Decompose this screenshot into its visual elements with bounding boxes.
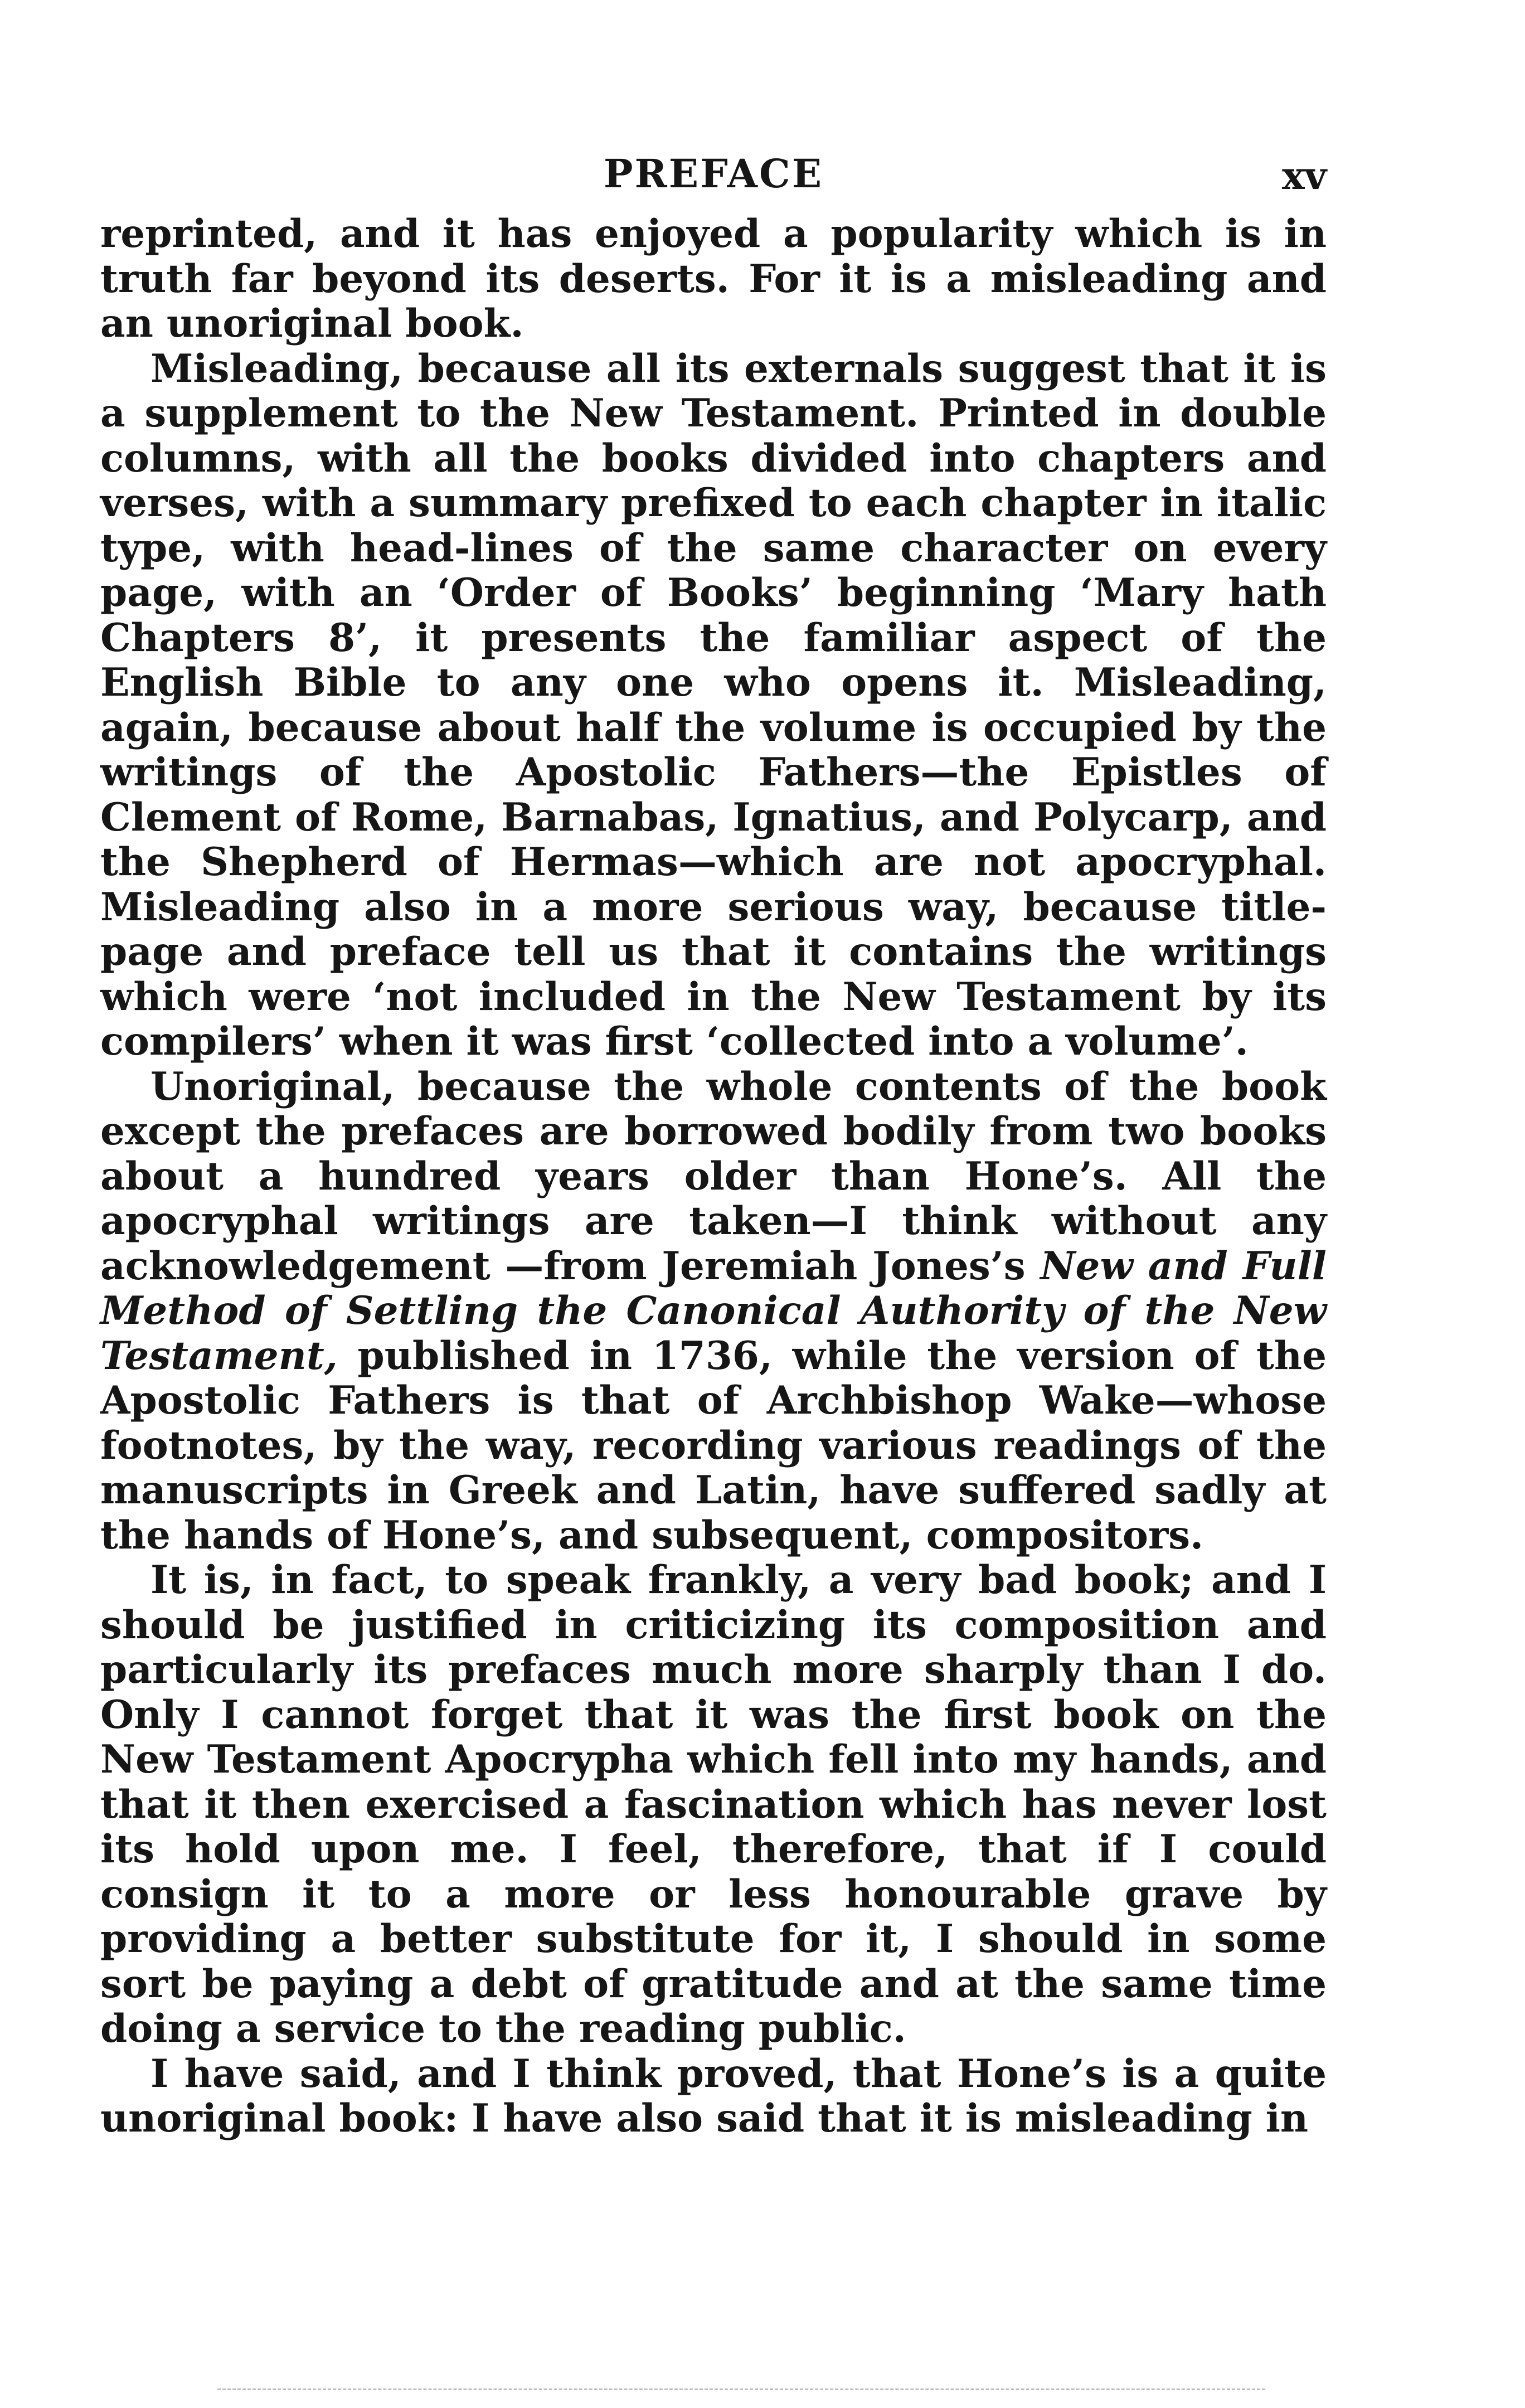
body-text	[100, 212, 1327, 2142]
italic-book-title: New and Full Method of Settling the Canonical Authority of the New Testament,	[100, 1243, 1327, 1378]
running-head	[100, 151, 1327, 212]
paragraph-misleading: Misleading, because all its externals suggest that it is a supplement to the New Testament. Printed in double columns, with all the books divided into chapters and verses, with a summary prefixed to each chapter in italic type, with head-lines of the same character on every page, with an ‘Order of Books’ beginning ‘Mary hath Chapters 8’, it presents the familiar aspect of the English Bible to any one who opens it. Misleading, again, because about half the volume is occupied by the writings of the Apostolic Fathers—the Epistles of Clement of Rome, Barnabas, Ignatius, and Polycarp, and the Shepherd of Hermas—which are not apocryphal. Misleading also in a more serious way, because title-page and preface tell us that it contains the writings which were ‘not included in the New Testament by its compilers’ when it was first ‘collected into a volume’.	[100, 346, 1327, 1064]
paragraph-unoriginal-text-start: Unoriginal, because the whole contents of the book except the prefaces are borrowed bodily from two books about a hundred years older than Hone’s. All the apocryphal writings are taken—I think without any acknowledgement —from Jeremiah Jones’s	[100, 1064, 1327, 1289]
paragraph-unoriginal-text-end: published in 1736, while the version of the Apostolic Fathers is that of Archbishop Wake—whose footnotes, by the way, recording various readings of the manuscripts in Greek and Latin, have suffered sadly at the hands of Hone’s, and subsequent, compositors.	[100, 1333, 1327, 1558]
page-title: PREFACE	[603, 151, 824, 197]
book-page	[100, 151, 1327, 2185]
paragraph-unoriginal	[100, 1065, 1327, 1559]
paragraph-bad-book: It is, in fact, to speak frankly, a very bad book; and I should be justified in criticizing its composition and particularly its prefaces much more sharply than I do. Only I cannot forget that it was the first book on the New Testament Apocrypha which fell into my hands, and that it then exercised a fascination which has never lost its hold upon me. I feel, therefore, that if I could consign it to a more or less honourable grave by providing a better substitute for it, I should in some sort be paying a debt of gratitude and at the same time doing a service to the reading public.	[100, 1557, 1327, 2051]
page-number: xv	[1281, 154, 1327, 198]
paragraph-continuation: reprinted, and it has enjoyed a popularity which is in truth far beyond its deserts. For it is a misleading and an unoriginal book.	[100, 211, 1327, 346]
footer-scan-rule	[217, 2388, 1265, 2390]
paragraph-closing: I have said, and I think proved, that Hone’s is a quite unoriginal book: I have also said that it is misleading in	[100, 2051, 1327, 2141]
